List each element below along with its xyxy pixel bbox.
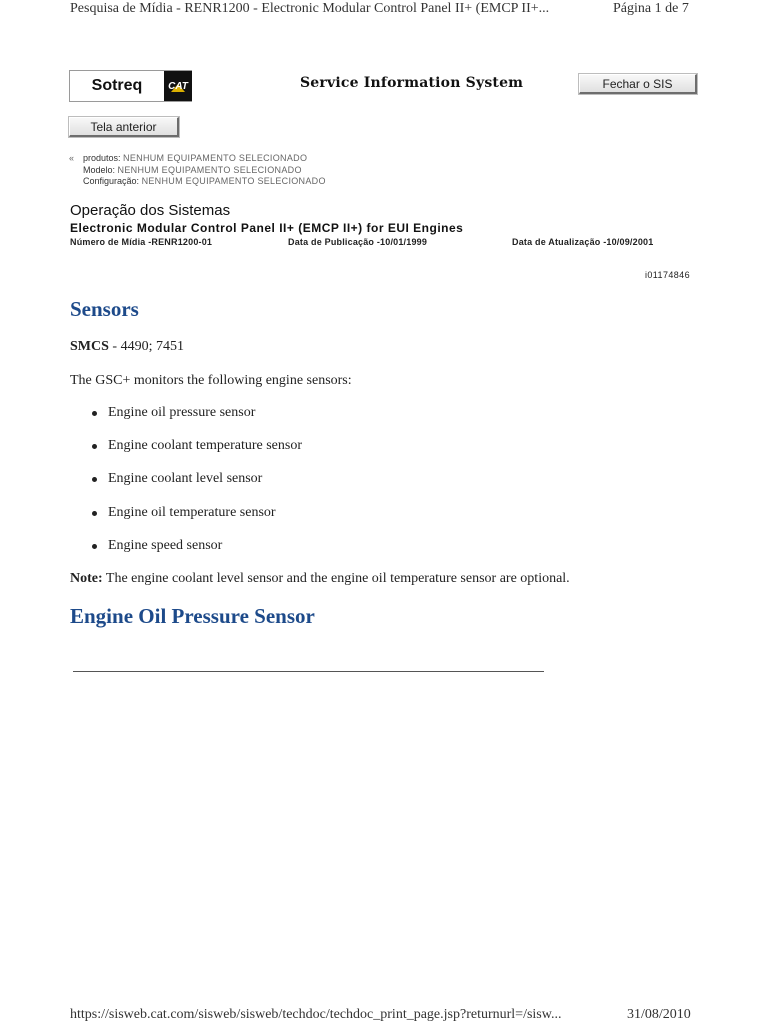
list-item-text: Engine speed sensor	[108, 537, 223, 553]
document-title: Electronic Modular Control Panel II+ (EMCP II+) for EUI Engines	[70, 221, 464, 235]
list-item	[92, 438, 302, 471]
sensors-heading: Sensors	[70, 297, 139, 321]
smcs-value: - 4490; 7451	[108, 339, 184, 354]
print-page-number: Página 1 de 7	[613, 1, 689, 16]
note-text: The engine coolant level sensor and the engine oil temperature sensor are optional.	[102, 571, 570, 586]
bullet-icon	[92, 411, 97, 416]
product-info-row	[83, 153, 307, 163]
collapse-arrow-icon[interactable]: «	[69, 153, 75, 163]
smcs-label: SMCS	[70, 339, 109, 354]
product-info-label: produtos:	[83, 153, 121, 163]
model-info-label: Modelo:	[83, 165, 116, 175]
sotreq-logo-text: Sotreq	[91, 77, 143, 94]
update-date: Data de Atualização -10/09/2001	[512, 237, 654, 247]
publication-date: Data de Publicação -10/01/1999	[288, 237, 428, 247]
note-line	[70, 571, 570, 587]
sotreq-cat-logo	[69, 70, 192, 102]
list-item-text: Engine oil pressure sensor	[108, 405, 256, 420]
bullet-icon	[92, 477, 97, 482]
model-info-value: NENHUM EQUIPAMENTO SELECIONADO	[117, 165, 302, 175]
list-item-text: Engine coolant level sensor	[108, 471, 263, 487]
list-item-text: Engine oil temperature sensor	[108, 504, 276, 520]
list-item	[92, 505, 302, 538]
configuration-info-row	[83, 176, 326, 186]
bullet-icon	[92, 511, 97, 516]
media-number: Número de Mídia -RENR1200-01	[70, 237, 213, 247]
close-sis-button[interactable]: Fechar o SIS	[579, 74, 697, 94]
print-footer-url: https://sisweb.cat.com/sisweb/sisweb/techdoc/techdoc_print_page.jsp?returnurl=/sisw...	[70, 1007, 562, 1022]
intro-text: The GSC+ monitors the following engine sensors:	[70, 373, 352, 388]
divider	[73, 671, 544, 672]
print-footer-date: 31/08/2010	[627, 1007, 691, 1022]
system-title: Service Information System	[300, 75, 524, 91]
back-button[interactable]: Tela anterior	[69, 117, 179, 137]
note-label: Note:	[70, 571, 103, 586]
configuration-info-label: Configuração:	[83, 176, 140, 186]
bullet-icon	[92, 444, 97, 449]
configuration-info-value: NENHUM EQUIPAMENTO SELECIONADO	[141, 176, 326, 186]
list-item	[92, 405, 302, 438]
cat-logo	[164, 71, 192, 101]
section-title: Operação dos Sistemas	[70, 202, 231, 219]
smcs-line	[70, 339, 184, 355]
sensor-list	[92, 405, 302, 571]
model-info-row	[83, 165, 302, 175]
cat-logo-text: CAT	[168, 80, 188, 92]
document-id: i01174846	[645, 270, 690, 280]
product-info-value: NENHUM EQUIPAMENTO SELECIONADO	[123, 153, 308, 163]
list-item	[92, 471, 302, 504]
list-item	[92, 538, 302, 571]
list-item-text: Engine coolant temperature sensor	[108, 438, 302, 454]
print-header-title: Pesquisa de Mídia - RENR1200 - Electronic Modular Control Panel II+ (EMCP II+...	[70, 1, 550, 16]
oil-pressure-sensor-heading: Engine Oil Pressure Sensor	[70, 604, 315, 628]
bullet-icon	[92, 544, 97, 549]
